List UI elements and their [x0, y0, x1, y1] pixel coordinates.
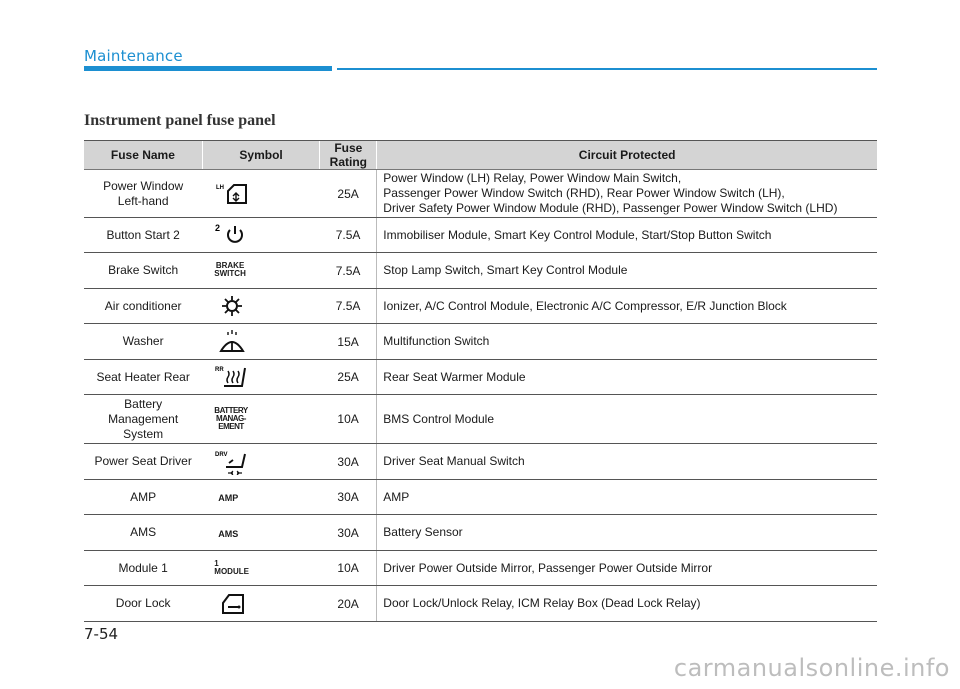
fuse-rating-cell: 30A — [320, 480, 377, 515]
section-title: Maintenance — [84, 47, 183, 65]
circuit-cell: Battery Sensor — [377, 515, 877, 551]
svg-text:DRV: DRV — [215, 451, 228, 458]
fuse-name-cell: Seat Heater Rear — [84, 360, 202, 395]
fuse-rating-cell: 7.5A — [320, 253, 377, 289]
circuit-cell: AMP — [377, 480, 877, 515]
svg-text:RR: RR — [215, 367, 224, 373]
circuit-cell: Stop Lamp Switch, Smart Key Control Module — [377, 253, 877, 289]
circuit-cell: BMS Control Module — [377, 395, 877, 444]
door-lock-icon — [214, 596, 250, 610]
page-heading: Instrument panel fuse panel — [84, 112, 276, 129]
column-header-symbol: Symbol — [202, 141, 320, 170]
table-row — [84, 515, 877, 551]
watermark: carmanualsonline.info — [673, 654, 950, 682]
table-row — [84, 170, 877, 218]
brake-switch-icon: BRAKE SWITCH — [214, 261, 246, 278]
fuse-rating-cell: 15A — [320, 324, 377, 360]
column-header-circuit-protected: Circuit Protected — [377, 141, 877, 170]
circuit-cell: Door Lock/Unlock Relay, ICM Relay Box (Dead Lock Relay) — [377, 586, 877, 622]
circuit-cell: Multifunction Switch — [377, 324, 877, 360]
symbol-cell — [202, 360, 320, 395]
fuse-rating-cell: 7.5A — [320, 289, 377, 324]
fuse-name-cell: Brake Switch — [84, 253, 202, 289]
fuse-rating-cell: 20A — [320, 586, 377, 622]
fuse-rating-cell: 25A — [320, 170, 377, 218]
table-row — [84, 324, 877, 360]
fuse-name-cell: Air conditioner — [84, 289, 202, 324]
circuit-cell: Driver Power Outside Mirror, Passenger Power Outside Mirror — [377, 551, 877, 586]
circuit-line: Driver Safety Power Window Module (RHD), Passenger Power Window Switch (LHD) — [383, 201, 838, 215]
symbol-cell — [202, 218, 320, 253]
circuit-line: Passenger Power Window Switch (RHD), Rear Power Window Switch (LH), — [383, 186, 785, 200]
fuse-name-cell — [84, 170, 202, 218]
symbol-cell — [202, 515, 320, 551]
fuse-name-cell: AMS — [84, 515, 202, 551]
fuse-name-line: Battery — [124, 396, 163, 411]
air-conditioner-icon — [214, 298, 250, 312]
table-row — [84, 395, 877, 444]
start-button-2-icon — [214, 223, 250, 241]
column-header-fuse-rating: Fuse Rating — [320, 141, 377, 170]
circuit-line: Power Window (LH) Relay, Power Window Main Switch, — [383, 171, 682, 185]
fuse-name-cell: AMP — [84, 480, 202, 515]
column-header-fuse-name: Fuse Name — [84, 141, 202, 170]
fuse-rating-cell: 30A — [320, 515, 377, 551]
symbol-cell — [202, 253, 320, 289]
fuse-rating-cell: 30A — [320, 444, 377, 480]
ams-icon: AMS — [218, 528, 239, 539]
table-row — [84, 551, 877, 586]
svg-text:2: 2 — [215, 223, 221, 233]
circuit-cell — [377, 170, 877, 218]
fuse-name-line: System — [123, 426, 164, 441]
fuse-rating-cell: 10A — [320, 551, 377, 586]
table-row — [84, 289, 877, 324]
power-seat-driver-icon — [214, 451, 250, 468]
fuse-name-cell: Button Start 2 — [84, 218, 202, 253]
fuse-name-cell: Power Seat Driver — [84, 444, 202, 480]
table-row — [84, 444, 877, 480]
table-row — [84, 360, 877, 395]
circuit-cell: Rear Seat Warmer Module — [377, 360, 877, 395]
table-row — [84, 480, 877, 515]
fuse-name-cell: Module 1 — [84, 551, 202, 586]
circuit-cell: Immobiliser Module, Smart Key Control Module, Start/Stop Button Switch — [377, 218, 877, 253]
symbol-cell — [202, 444, 320, 480]
table-row — [84, 586, 877, 622]
fuse-name-line: Left-hand — [117, 193, 169, 208]
symbol-cell — [202, 586, 320, 622]
fuse-name-line: Power Window — [103, 178, 184, 193]
fuse-rating-cell: 25A — [320, 360, 377, 395]
symbol-cell — [202, 170, 320, 218]
power-window-lh-icon — [214, 186, 250, 200]
section-rule-thin — [337, 68, 877, 70]
page-number: 7-54 — [84, 625, 119, 643]
washer-icon — [214, 334, 250, 348]
amp-icon: AMP — [218, 493, 239, 503]
symbol-cell — [202, 551, 320, 586]
section-rule-thick — [84, 66, 332, 71]
symbol-cell — [202, 289, 320, 324]
circuit-cell: Driver Seat Manual Switch — [377, 444, 877, 480]
battery-management-icon: BATTERY MANAG- EMENT — [214, 405, 248, 431]
symbol-cell — [202, 480, 320, 515]
symbol-cell — [202, 324, 320, 360]
fuse-table — [84, 140, 877, 622]
module-1-icon: 1 MODULE — [214, 558, 249, 576]
table-row — [84, 218, 877, 253]
fuse-name-line: Management — [108, 411, 179, 426]
seat-heater-rear-icon — [214, 369, 250, 383]
circuit-cell: Ionizer, A/C Control Module, Electronic A/C Compressor, E/R Junction Block — [377, 289, 877, 324]
fuse-rating-cell: 10A — [320, 395, 377, 444]
fuse-name-cell: Washer — [84, 324, 202, 360]
symbol-cell — [202, 395, 320, 444]
fuse-rating-cell: 7.5A — [320, 218, 377, 253]
table-header-row — [84, 141, 877, 170]
fuse-name-cell: Door Lock — [84, 586, 202, 622]
table-row — [84, 253, 877, 289]
svg-text:LH: LH — [216, 184, 225, 191]
fuse-name-cell — [84, 395, 202, 444]
